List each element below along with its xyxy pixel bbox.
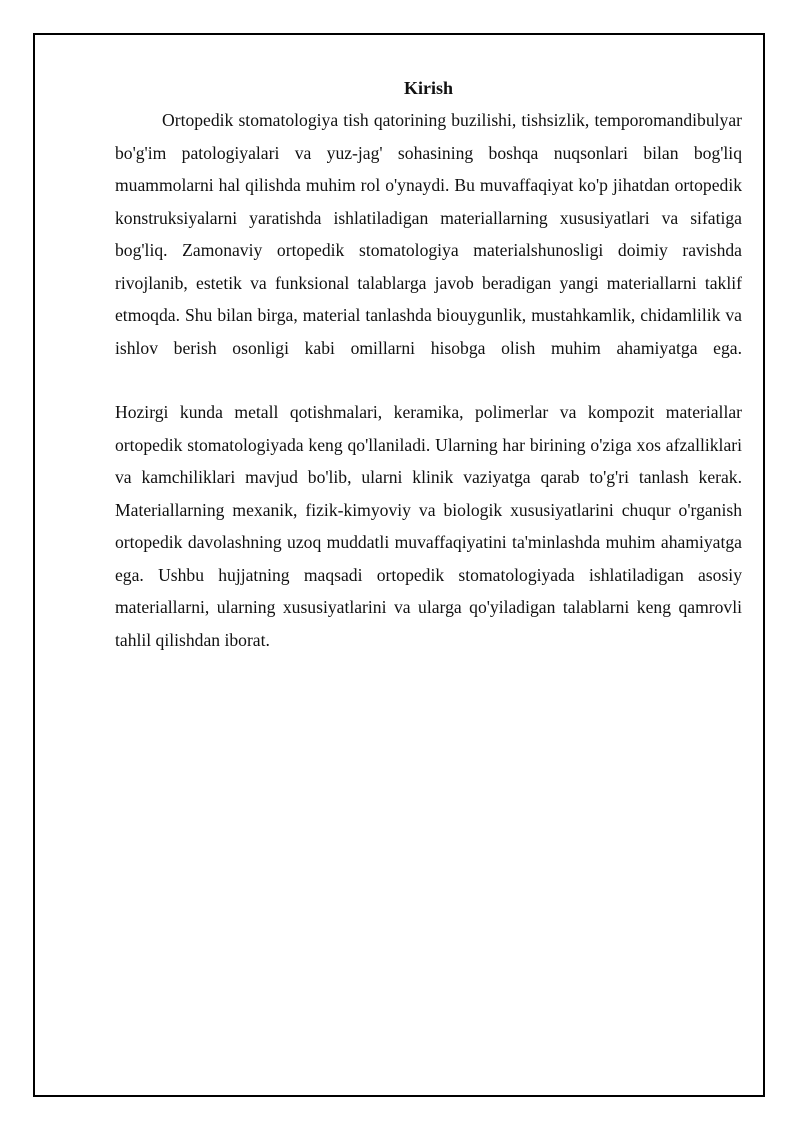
paragraph-materials: Hozirgi kunda metall qotishmalari, keramika, polimerlar va kompozit materiallar ortopedik stomatologiyada keng qo'llaniladi. Ularning har birining o'ziga xos afzalliklari va kamchiliklari mavjud bo'lib, ularni klinik vaziyatga qarab to'g'ri tanlash kerak. Materiallarning mexanik, fizik-kimyoviy va biologik xususiyatlarini chuqur o'rganish ortopedik davolashning uzoq muddatli muvaffaqiyatini ta'minlashda muhim ahamiyatga ega. Ushbu hujjatning maqsadi ortopedik stomatologiyada ishlatiladigan asosiy materiallarni, ularning xususiyatlarini va ularga qo'yiladigan talablarni keng qamrovli tahlil qilishdan iborat. bbox=[115, 402, 742, 650]
document-body bbox=[115, 74, 742, 656]
document-title: Kirish bbox=[403, 78, 453, 98]
paragraph-introduction: Ortopedik stomatologiya tish qatorining buzilishi, tishsizlik, temporomandibulyar bo'g'im patologiyalari va yuz-jag' sohasining boshqa nuqsonlari bilan bog'liq muammolarni hal qilishda muhim rol o'ynaydi. Bu muvaffaqiyat ko'p jihatdan ortopedik konstruksiyalarni yaratishda ishlatiladigan materiallarning xususiyatlari va sifatiga bog'liq. Zamonaviy ortopedik stomatologiya materialshunosligi doimiy ravishda rivojlanib, estetik va funksional talablarga javob beradigan yangi materiallarni taklif etmoqda. Shu bilan birga, material tanlashda biouygunlik, mustahkamlik, chidamlilik va ishlov berish osonligi kabi omillarni hisobga olish muhim ahamiyatga ega. bbox=[115, 110, 742, 358]
